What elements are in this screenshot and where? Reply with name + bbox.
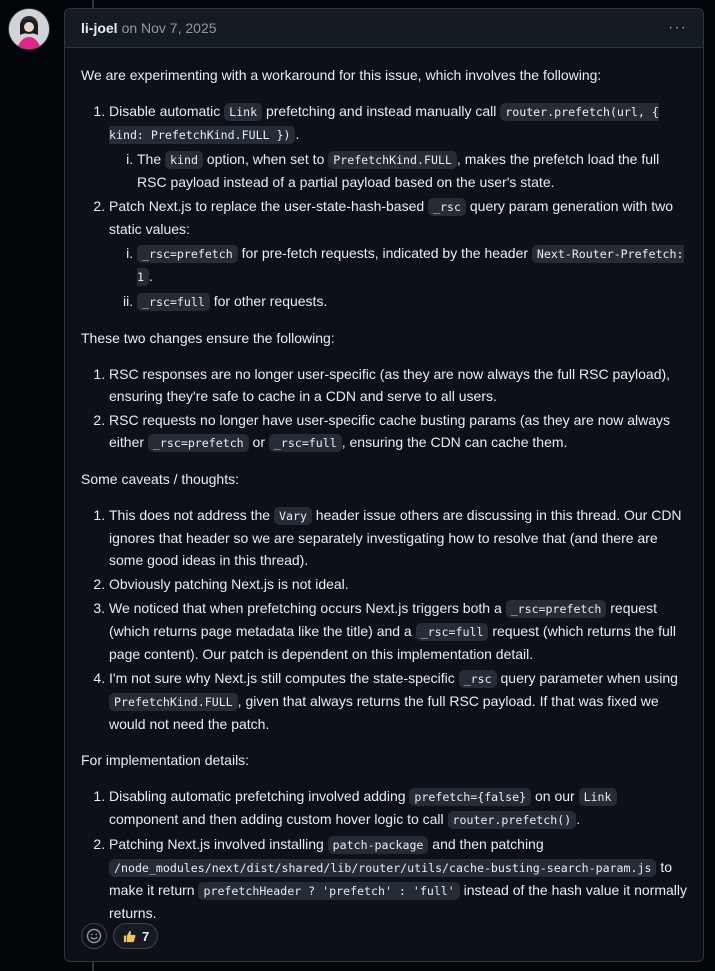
ensure-heading: These two changes ensure the following:: [81, 330, 335, 346]
author-link[interactable]: li-joel: [81, 20, 118, 36]
comment-body: [65, 48, 703, 924]
inline-code: PrefetchKind.FULL: [328, 151, 457, 169]
inline-code: router.prefetch(): [448, 811, 577, 829]
inline-code: _rsc=full: [269, 434, 342, 452]
thumbs-up-reaction-button[interactable]: [113, 923, 158, 949]
inline-code: _rsc=prefetch: [137, 245, 238, 263]
inline-code: _rsc=full: [416, 623, 489, 641]
smiley-icon: [86, 928, 102, 944]
list-item: 2. Obviously patching Next.js is not ideal.: [109, 573, 687, 595]
list-item: 2. Patch Next.js to replace the user-state-hash-based _rsc query param generation with two static values: i. _rsc=prefetch for pre-fetch requests, indicated by the header Next-Router-Prefetch: 1 . ii. _rsc=full for other requests.: [109, 195, 687, 313]
avatar[interactable]: [8, 8, 50, 50]
reactions-bar: [81, 923, 158, 949]
list-item: 1. RSC responses are no longer user-specific (as they are now always the full RSC payload), ensuring they're safe to cache in a CDN and serve to all users.: [109, 363, 687, 407]
inline-code: prefetch={false}: [409, 788, 531, 806]
inline-code: /node_modules/next/dist/shared/lib/router/utils/cache-busting-search-param.js: [109, 859, 656, 877]
avatar-image: [9, 9, 49, 49]
inline-code: _rsc: [459, 670, 497, 688]
comment-date[interactable]: on Nov 7, 2025: [121, 20, 217, 36]
inline-code: prefetchHeader ? 'prefetch' : 'full': [198, 882, 459, 900]
list-item: i. _rsc=prefetch for pre-fetch requests, indicated by the header Next-Router-Prefetch: 1 .: [137, 242, 687, 288]
inline-code: router.prefetch(url, { kind: PrefetchKind.FULL }): [109, 105, 659, 142]
list-item: 1. Disable automatic Link prefetching and instead manually call router.prefetch(url, { kind: PrefetchKind.FULL }) . i. The kind option, when set to PrefetchKind.FULL , makes the prefetch load the full RSC payload instead of a partial payload based on the user's state.: [109, 100, 687, 193]
sub-list: [109, 242, 687, 313]
thumbs-up-icon: [122, 929, 137, 944]
inline-code: _rsc=prefetch: [148, 434, 249, 452]
inline-code: kind: [165, 151, 203, 169]
list-item: 3. We noticed that when prefetching occurs Next.js triggers both a _rsc=prefetch request (which returns page metadata like the title) and a _rsc=full request (which returns the full page content). Our patch is dependent on this implementation detail.: [109, 597, 687, 665]
caveats-list: [81, 504, 687, 735]
impl-list: [81, 785, 687, 924]
add-reaction-button[interactable]: [81, 923, 107, 949]
inline-code: _rsc=prefetch: [506, 600, 607, 618]
inline-code: _rsc=full: [137, 293, 210, 311]
list-item: 4. I'm not sure why Next.js still computes the state-specific _rsc query parameter when using PrefetchKind.FULL , given that always returns the full RSC payload. If that was fixed we would not need the patch.: [109, 667, 687, 735]
steps-list: [81, 100, 687, 313]
inline-code: Next-Router-Prefetch: 1: [137, 247, 684, 284]
inline-code: _rsc: [428, 198, 466, 216]
kebab-menu-icon[interactable]: ···: [668, 19, 687, 36]
ensure-list: [81, 363, 687, 454]
inline-code: patch-package: [328, 836, 429, 854]
impl-heading: For implementation details:: [81, 752, 250, 768]
list-item: i. The kind option, when set to PrefetchKind.FULL , makes the prefetch load the full RSC payload instead of a partial payload based on the user's state.: [137, 148, 687, 193]
thumbs-up-count: 7: [142, 928, 150, 944]
comment-header: [65, 9, 703, 48]
intro-paragraph: We are experimenting with a workaround for this issue, which involves the following:: [81, 67, 602, 83]
inline-code: Link: [224, 103, 262, 121]
list-item: 1. Disabling automatic prefetching involved adding prefetch={false} on our Link component and then adding custom hover logic to call router.prefetch() .: [109, 785, 687, 831]
inline-code: PrefetchKind.FULL: [109, 693, 238, 711]
inline-code: Link: [579, 788, 617, 806]
inline-code: Vary: [274, 507, 312, 525]
sub-list: [109, 148, 687, 193]
list-item: ii. _rsc=full for other requests.: [137, 290, 687, 313]
comment-card: [64, 8, 704, 962]
caveats-heading: Some caveats / thoughts:: [81, 471, 239, 487]
list-item: 2. RSC requests no longer have user-specific cache busting params (as they are now always either _rsc=prefetch or _rsc=full , ensuring the CDN can cache them.: [109, 409, 687, 454]
list-item: 2. Patching Next.js involved installing patch-package and then patching /node_modules/next/dist/shared/lib/router/utils/cache-busting-search-param.js to make it return prefetchHeader ? 'prefetch' : 'full' instead of the hash value it normally returns.: [109, 833, 687, 924]
list-item: 1. This does not address the Vary header issue others are discussing in this thread. Our CDN ignores that header so we are separately investigating how to resolve that (and there are some good ideas in this thread).: [109, 504, 687, 571]
